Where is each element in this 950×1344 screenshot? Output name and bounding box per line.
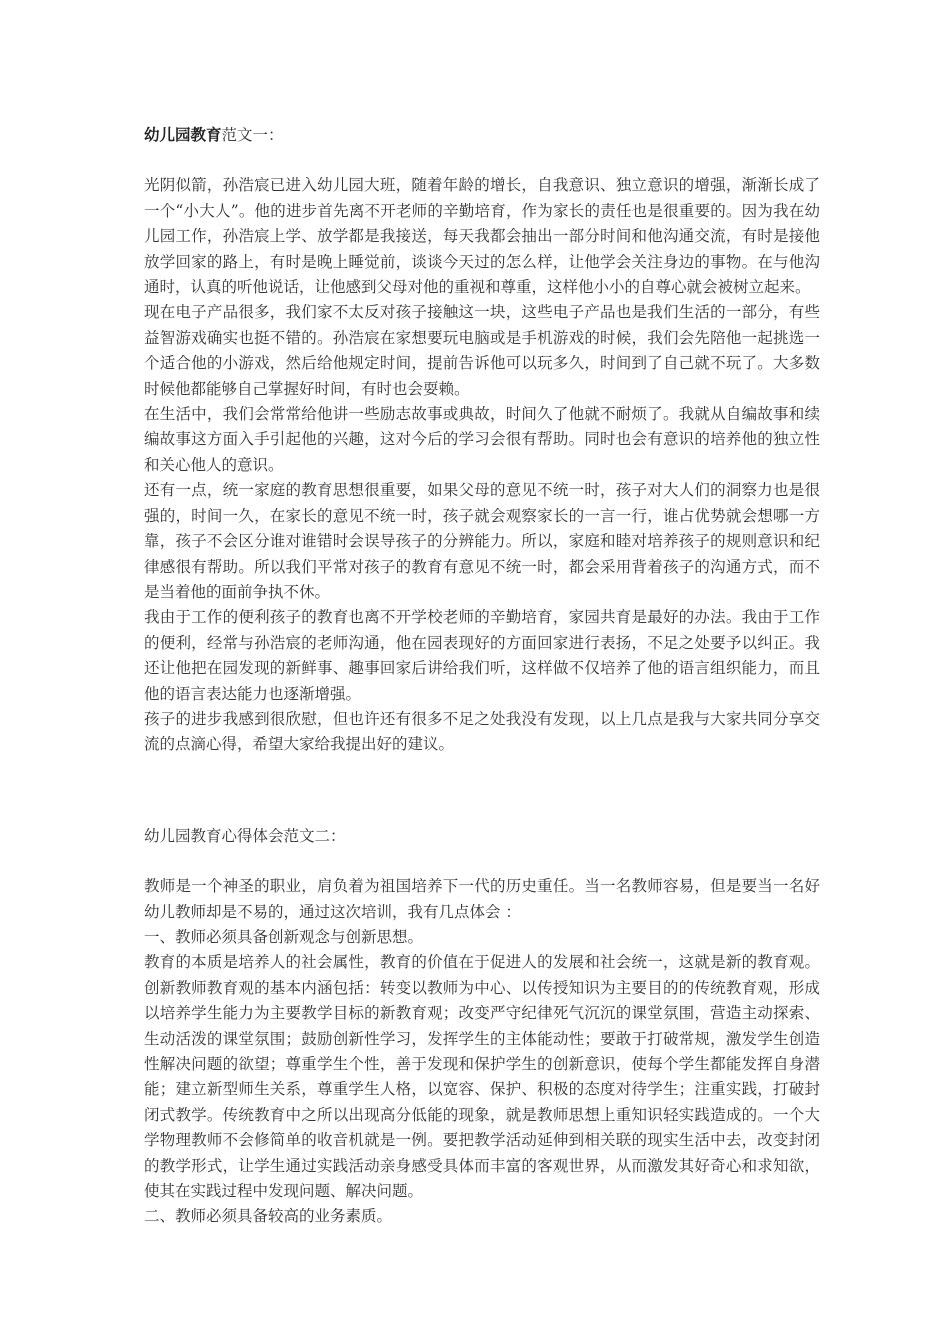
section2-point-2: 二、教师必须具备较高的业务素质。 xyxy=(144,1207,393,1226)
section1-heading-rest: 范文一： xyxy=(221,126,284,144)
section2-point-1: 一、教师必须具备创新观念与创新思想。 xyxy=(144,927,424,946)
section1-paragraph-1: 光阴似箭，孙浩宸已进入幼儿园大班，随着年龄的增长，自我意识、独立意识的增强，渐渐长成了一个“小大人”。他的进步首先离不开老师的辛勤培育，作为家长的责任也是很重要的。因为我在幼儿园工作，孙浩宸上学、放学都是我接送，每天我都会抽出一部分时间和他沟通交流，有时是接他放学回家的路上，有时是晚上睡觉前，谈谈今天过的怎么样，让他学会关注身边的事物。在与他沟通时，认真的听他说话，让他感到父母对他的重视和尊重，这样他小小的自尊心就会被树立起来。 xyxy=(144,176,820,297)
section1-paragraph-3: 在生活中，我们会常常给他讲一些励志故事或典故，时间久了他就不耐烦了。我就从自编故事和续编故事这方面入手引起他的兴趣，这对今后的学习会很有帮助。同时也会有意识的培养他的独立性和关心他人的意识。 xyxy=(144,405,820,474)
section1-paragraph-4: 还有一点，统一家庭的教育思想很重要，如果父母的意见不统一时，孩子对大人们的洞察力也是很强的，时间一久，在家长的意见不统一时，孩子就会观察家长的一言一行，谁占优势就会想哪一方靠，孩子不会区分谁对谁错时会误导孩子的分辨能力。所以，家庭和睦对培养孩子的规则意识和纪律感很有帮助。所以我们平常对孩子的教育有意见不统一时，都会采用背着孩子的沟通方式，而不是当着他的面前争执不休。 xyxy=(144,481,820,601)
section1-paragraph-6: 孩子的进步我感到很欣慰，但也许还有很多不足之处我没有发现，以上几点是我与大家共同分享交流的点滴心得，希望大家给我提出好的建议。 xyxy=(144,709,820,754)
section1-paragraph-2: 现在电子产品很多，我们家不太反对孩子接触这一块，这些电子产品也是我们生活的一部分，有些益智游戏确实也挺不错的。孙浩宸在家想要玩电脑或是手机游戏的时候，我们会先陪他一起挑选一个适合他的小游戏，然后给他规定时间，提前告诉他可以玩多久，时间到了自己就不玩了。大多数时候他都能够自己掌握好时间，有时也会耍赖。 xyxy=(144,303,820,398)
section1-heading xyxy=(144,122,820,148)
section2-heading: 幼儿园教育心得体会范文二： xyxy=(144,826,346,845)
section1-paragraph-5: 我由于工作的便利孩子的教育也离不开学校老师的辛勤培育，家园共育是最好的办法。我由于工作的便利，经常与孙浩宸的老师沟通，他在园表现好的方面回家进行表扬，不足之处要予以纠正。我还让他把在园发现的新鲜事、趣事回家后讲给我们听，这样做不仅培养了他的语言组织能力，而且他的语言表达能力也逐渐增强。 xyxy=(144,608,820,703)
spacer xyxy=(144,758,820,824)
document-body xyxy=(144,122,820,1230)
spacer xyxy=(144,148,820,173)
section2-paragraph-2: 教育的本质是培养人的社会属性，教育的价值在于促进人的发展和社会统一，这就是新的教育观。创新教师教育观的基本内涵包括：转变以教师为中心、以传授知识为主要目的的传统教育观，形成以培养学生能力为主要教学目标的新教育观；改变严守纪律死气沉沉的课堂氛围，营造主动探索、生动活泼的课堂氛围；鼓励创新性学习，发挥学生的主体能动性；要敢于打破常规，激发学生创造性解决问题的欲望；尊重学生个性，善于发现和保护学生的创新意识，使每个学生都能发挥自身潜能；建立新型师生关系，尊重学生人格，以宽容、保护、积极的态度对待学生；注重实践，打破封闭式教学。传统教育中之所以出现高分低能的现象，就是教师思想上重知识轻实践造成的。一个大学物理教师不会修简单的收音机就是一例。要把教学活动延伸到相关联的现实生活中去，改变封闭的教学形式，让学生通过实践活动亲身感受具体而丰富的客观世界，从而激发其好奇心和求知欲，使其在实践过程中发现问题、解决问题。 xyxy=(144,953,820,1201)
section2-paragraph-1: 教师是一个神圣的职业，肩负着为祖国培养下一代的历史重任。当一名教师容易，但是要当一名好幼儿教师却是不易的，通过这次培训，我有几点体会 ： xyxy=(144,877,820,921)
section1-heading-bold: 幼儿园教育 xyxy=(144,125,222,144)
spacer xyxy=(144,849,820,874)
